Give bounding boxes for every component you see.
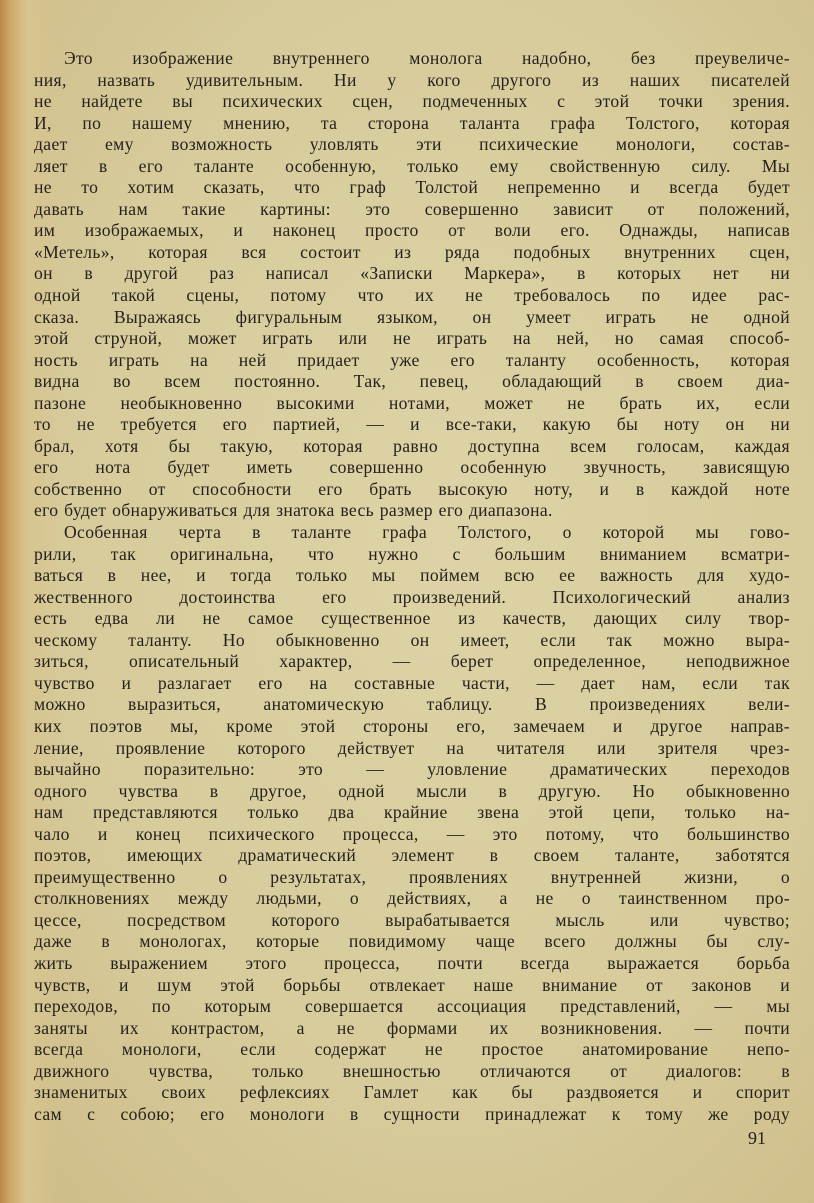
text-line: пазоне необыкновенно высокими нотами, может не брать их, если	[34, 392, 790, 413]
text-line: заняты их контрастом, а не формами их возникновения. — почти	[34, 1017, 790, 1038]
text-line: им изображаемых, и наконец просто от воли его. Однажды, написав	[34, 220, 790, 241]
page-number: 91	[748, 1128, 766, 1148]
text-line: собственно от способности его брать высокую ноту, и в каждой ноте	[34, 478, 790, 499]
text-line: чувств, и шум этой борьбы отвлекает наше внимание от законов и	[34, 974, 790, 995]
text-line: жить выражением этого процесса, почти всегда выражается борьба	[34, 952, 790, 973]
text-line: можно выразиться, анатомическую таблицу. В произведениях вели-	[34, 694, 790, 715]
text-line: ляет в его таланте особенную, только ему свойственную силу. Мы	[34, 155, 790, 176]
text-line: ление, проявление которого действует на читателя или зрителя чрез-	[34, 737, 790, 758]
text-line: ческому таланту. Но обыкновенно он имеет, если так можно выра-	[34, 629, 790, 650]
text-line: ность играть на ней придает уже его таланту особенность, которая	[34, 349, 790, 370]
text-line: одной такой сцены, потому что их не требовалось по идее рас-	[34, 285, 790, 306]
text-line: всегда монологи, если содержат не простое анатомирование непо-	[34, 1039, 790, 1060]
text-line: не найдете вы психических сцен, подмеченных с этой точки зрения.	[34, 91, 790, 112]
text-line: знаменитых своих рефлексиях Гамлет как бы раздвояется и спорит	[34, 1082, 790, 1103]
text-line: столкновениях между людьми, о действиях, а не о таинственном про-	[34, 888, 790, 909]
text-line: чало и конец психического процесса, — это потому, что большинство	[34, 823, 790, 844]
text-line: нам представляются только два крайние звена этой цепи, только на-	[34, 802, 790, 823]
text-line: ких поэтов мы, кроме этой стороны его, замечаем и другое направ-	[34, 715, 790, 736]
text-line: жественного достоинства его произведений. Психологический анализ	[34, 586, 790, 607]
paragraph	[34, 48, 790, 522]
book-page-text	[34, 48, 790, 1125]
text-line: Это изображение внутреннего монолога надобно, без преувеличе-	[64, 48, 790, 68]
text-line: сам с собою; его монологи в сущности принадлежат к тому же роду	[34, 1103, 790, 1124]
text-line: его будет обнаруживаться для знатока весь размер его диапазона.	[34, 500, 553, 521]
text-line: «Метель», которая вся состоит из ряда подобных внутренних сцен,	[34, 241, 790, 262]
text-line: брал, хотя бы такую, которая равно доступна всем голосам, каждая	[34, 435, 790, 456]
text-line: рили, так оригинальна, что нужно с большим вниманием всматри-	[34, 543, 790, 564]
text-line: чувство и разлагает его на составные части, — дает нам, если так	[34, 672, 790, 693]
text-line: давать нам такие картины: это совершенно зависит от положений,	[34, 198, 790, 219]
text-line: ния, назвать удивительным. Ни у кого другого из наших писателей	[34, 69, 790, 90]
text-line: И, по нашему мнению, та сторона таланта графа Толстого, которая	[34, 112, 790, 133]
text-line: этой струной, может играть или не играть на ней, но самая способ-	[34, 328, 790, 349]
text-line: он в другой раз написал «Записки Маркера», в которых нет ни	[34, 263, 790, 284]
text-line: сказа. Выражаясь фигуральным языком, он умеет играть не одной	[34, 306, 790, 327]
text-line: то не требуется его партией, — и все-таки, какую бы ноту он ни	[34, 414, 790, 435]
text-line: даже в монологах, которые повидимому чаще всего должны бы слу-	[34, 931, 790, 952]
text-line: Особенная черта в таланте графа Толстого, о которой мы гово-	[64, 522, 790, 543]
text-line: одного чувства в другое, одной мысли в другую. Но обыкновенно	[34, 780, 790, 801]
text-line: не то хотим сказать, что граф Толстой непременно и всегда будет	[34, 177, 790, 198]
text-line: его нота будет иметь совершенно особенную звучность, зависящую	[34, 457, 790, 478]
text-line: зиться, описательный характер, — берет определенное, неподвижное	[34, 651, 790, 672]
text-line: цессе, посредством которого вырабатывается мысль или чувство;	[34, 909, 790, 930]
text-line: переходов, по которым совершается ассоциация представлений, — мы	[34, 996, 790, 1017]
text-line: дает ему возможность уловлять эти психические монологи, состав-	[34, 134, 790, 155]
text-line: движного чувства, только внешностью отличаются от диалогов: в	[34, 1060, 790, 1081]
text-line: видна во всем постоянно. Так, певец, обладающий в своем диа-	[34, 371, 790, 392]
text-line: ваться в нее, и тогда только мы поймем всю ее важность для худо-	[34, 565, 790, 586]
text-line: есть едва ли не самое существенное из качеств, дающих силу твор-	[34, 608, 790, 629]
paragraph	[34, 522, 790, 1125]
text-line: преимущественно о результатах, проявлениях внутренней жизни, о	[34, 866, 790, 887]
text-line: поэтов, имеющих драматический элемент в своем таланте, заботятся	[34, 845, 790, 866]
text-line: вычайно поразительно: это — уловление драматических переходов	[34, 759, 790, 780]
